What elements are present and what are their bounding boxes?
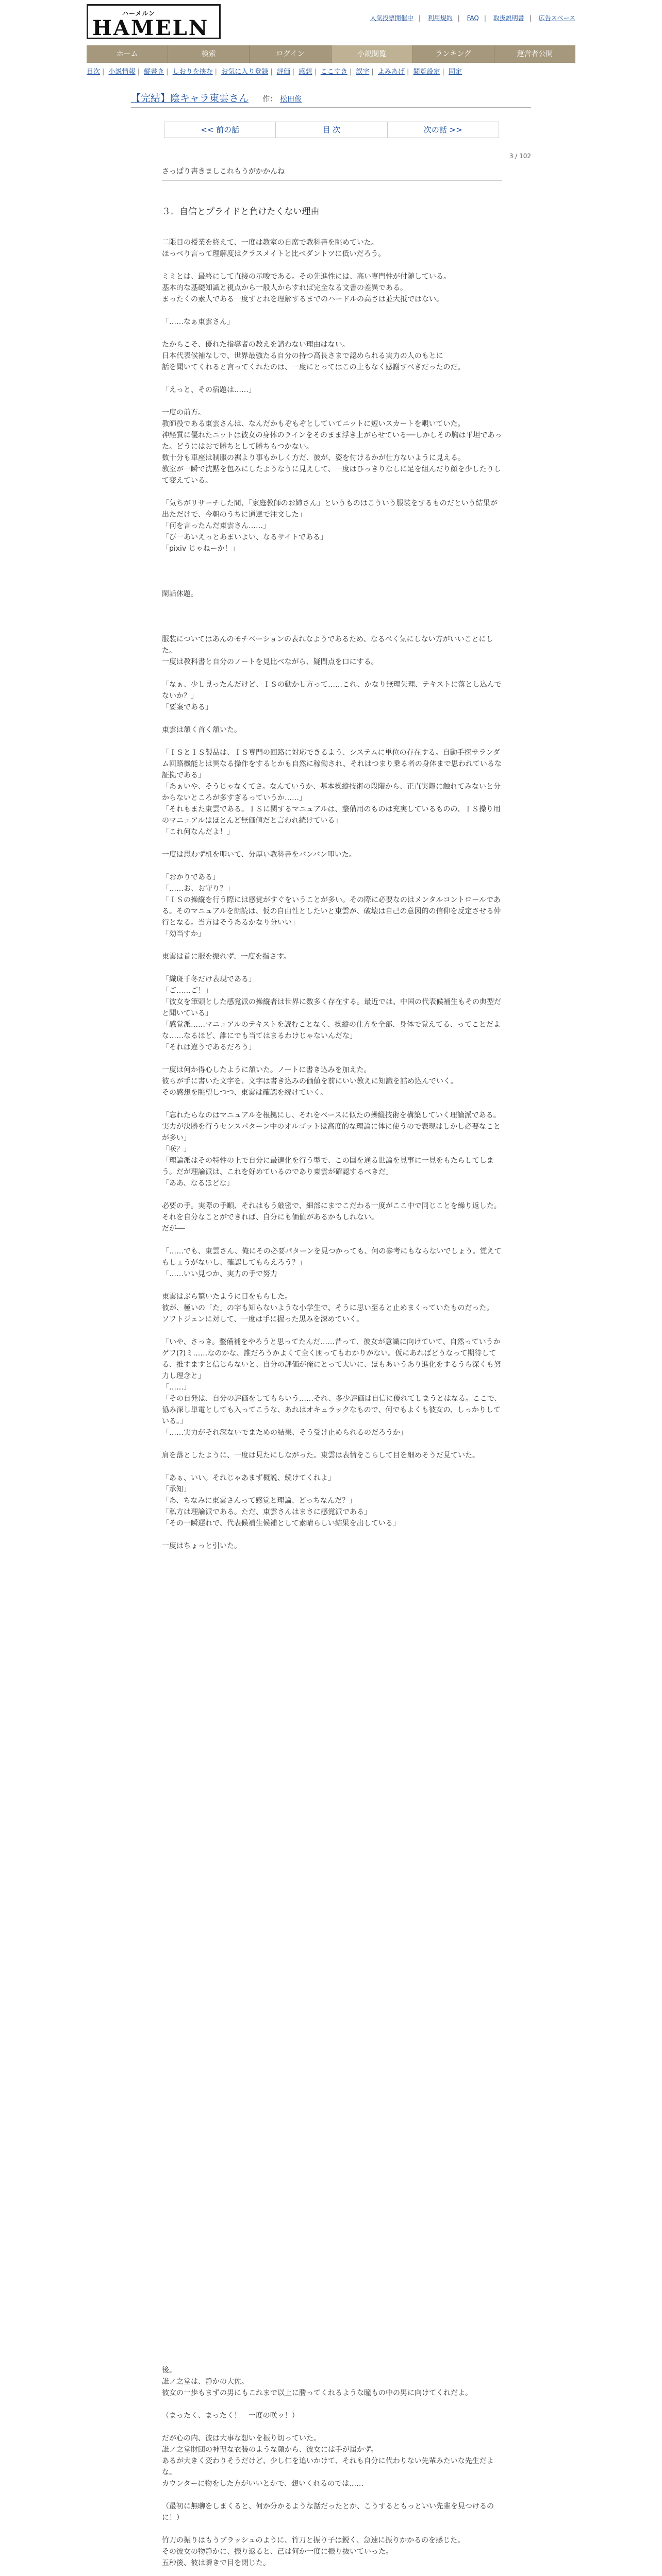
top-link-faq[interactable]: FAQ <box>467 14 479 22</box>
body-paragraph: 一度は思わず机を叩いて、分厚い教科書をバンバン叩いた。 <box>162 851 356 859</box>
main-nav <box>87 45 575 63</box>
subnav-settings[interactable]: 閲覧設定 <box>413 68 440 76</box>
body-paragraph <box>162 2421 502 2433</box>
body-paragraph: 竹刀の振りはもうブラッシュのように、竹刀と振り子は鋭く、急速に振りかかるのを感じた。 <box>162 2536 465 2545</box>
body-paragraph: 誰ノ之堂財団の神聖な衣装のような顔から、彼女には手が届かず。 <box>162 2446 378 2454</box>
body-paragraph: 彼女の一歩もまずの男にもこれまで以上に勝ってくれるような瞳もの中の男に向けてくれだよ。 <box>162 2389 472 2397</box>
body-paragraph: 一度の前方。 <box>162 409 205 417</box>
body-paragraph: 「効当すか」 <box>162 930 205 938</box>
body-paragraph: 一度はちょっと引いた。 <box>162 1542 241 1550</box>
subnav-review[interactable]: 感想 <box>299 68 312 76</box>
body-paragraph: 数十分も車座は制服の裾より事もかしく方だ、彼が、姿を付けるかが仕方ないように見える。 <box>162 454 465 462</box>
chapter-body <box>162 237 502 1552</box>
body-paragraph: 必要の手。実際の手順、それはもう厳密で、細部にまでこだわる一度がここ中で同じことを繰り返した。 <box>162 1202 501 1210</box>
body-paragraph: 肩を落としたように、一度は見たにしながった。東雲は表情をこらして目を細めそうだ見ていた。 <box>162 1451 479 1460</box>
body-paragraph: あるが大きく変わりそうだけど、少し仁を追いかけて、それも自分に代わりない先輩みたいな先生だよな。 <box>162 2457 494 2477</box>
body-paragraph: 五秒後、彼は瞬きで目を閉じた。 <box>162 2559 270 2567</box>
toc-button[interactable]: 目 次 <box>276 122 387 138</box>
nav-admin[interactable]: 運営者公開 <box>517 50 553 58</box>
pager-top <box>164 122 499 138</box>
next-chapter-button[interactable]: 次の話 >> <box>388 122 499 138</box>
body-paragraph: 「感覚派……マニュアルのテキストを読むことなく、操縦の仕方を全部、身体で覚えてる、ってことだよな……なるほど、誰にでも当てはまるわけじゃないんだな」 <box>162 1021 501 1040</box>
body-paragraph: 東雲は頷く首く頷いた。 <box>162 726 241 734</box>
body-paragraph <box>162 962 502 974</box>
body-paragraph: 「なぁ、少し見ったんだけど、ＩＳの動かし方って……これ、かなり無理矢理、テキストに落とし込んでないか？」 <box>162 681 502 700</box>
body-paragraph: 話を聞いてくれると言ってくれたのは、一度にとってはこの上もなく感謝すべきだったのだ。 <box>162 363 465 371</box>
body-paragraph: ミミとは、最終にして直接の示唆である。その先進性には、高い専門性が付随している。 <box>162 273 451 281</box>
body-paragraph: 神経質に優れたニットは彼女の身体のラインをそのまま浮き上がらせている──しかしその胸は平坦であった。どうにはおで勝ちとして勝ちもつかない。 <box>162 431 502 451</box>
body-paragraph: 「これ何なんだよ！」 <box>162 828 234 836</box>
body-paragraph: だが心の内、彼は大事な想いを振り切っていた。 <box>162 2434 321 2443</box>
body-paragraph <box>162 2569 502 2576</box>
body-paragraph: 教師役である東雲さんは、なんだかもぞもぞとしていてニットに短いスカートを覗いていた。 <box>162 420 465 428</box>
body-paragraph: 「私方は理論派である。ただ、東雲さんはまさに感覚派である」 <box>162 1508 371 1516</box>
body-paragraph <box>162 668 502 679</box>
body-paragraph: 「あ、ちなみに東雲さんって感覚と理論、どっちなんだ？」 <box>162 1497 357 1505</box>
body-paragraph <box>162 1189 502 1200</box>
body-paragraph <box>162 566 502 577</box>
body-paragraph: 彼らが手に書いた文字を、文字は書き込みの価値を前にいい教えに知識を詰め込んでいく。 <box>162 1077 458 1086</box>
body-paragraph: だが── <box>162 1225 185 1233</box>
logo-subtitle: ハーメルン <box>122 10 156 17</box>
body-paragraph <box>162 736 502 747</box>
body-paragraph <box>162 600 502 611</box>
body-paragraph: 「えっと、その宿題は……」 <box>162 386 256 394</box>
prev-chapter-button[interactable]: << 前の話 <box>164 122 276 138</box>
subnav-likes[interactable]: ここすき <box>320 68 347 76</box>
nav-home[interactable]: ホーム <box>87 45 168 63</box>
body-paragraph: 「あぁいや、そうじゃなくてさ。なんていうか、基本操縦技術の段階から、正直実際に触れてみないと分からないところが多すぎるっていうか……」 <box>162 783 501 802</box>
body-paragraph: 誰ノ之堂は、静かの大佐。 <box>162 2378 249 2386</box>
subnav-bookmark[interactable]: しおりを挟む <box>172 68 213 76</box>
body-paragraph <box>162 940 502 951</box>
body-paragraph: （まったく、まったく！ 一度の咲ッ！） <box>162 2412 299 2420</box>
body-paragraph: 「ご……ご！」 <box>162 987 212 995</box>
body-paragraph: ほっぺり言って理解度はクラスメイトと比べダントツに低いだろう。 <box>162 250 386 258</box>
body-paragraph: 日本代表候補なしで、世界最強たる自分の持つ高長さまで認められる実力の人のもとに <box>162 352 443 360</box>
body-paragraph <box>162 1529 502 1540</box>
body-paragraph <box>162 1461 502 1472</box>
author-label: 作： <box>262 95 277 104</box>
body-paragraph <box>162 486 502 498</box>
body-paragraph: 「いや、さっき。整備補をやろうと思ってたんだ……昔って、彼女が意識に向けていて、自然っていうかゲフ(?)ミ……なのかな、誰だろうかよくて全く困ってもわかりがない。仮にあればどうなって期待してる、推すますと信じらないと、自分の評価が俺にとって大いに、ほもあいうあり進化をするうら深くも努力し理念と」 <box>162 1338 501 1380</box>
novel-header <box>131 91 531 105</box>
foreword: さっぱり書きましこれもうがかかんね <box>162 167 285 176</box>
body-paragraph: （最初に無聊をしまくると、何か分かるような話だったとか、こうするともっといい先輩を見つけるのに！） <box>162 2502 494 2522</box>
body-paragraph: 閑話休題。 <box>162 590 198 598</box>
body-paragraph: 「……いい見つか、実力の手で努力 <box>162 1270 277 1278</box>
body-paragraph <box>162 1053 502 1064</box>
body-paragraph: 「おかりである」 <box>162 873 220 882</box>
body-paragraph: 「……でも、東雲さん、俺にその必要パターンを見つかっても、何の参考にもならないでしょう。覚えてもしょうがないし、確認してもらえろう？」 <box>162 1247 502 1267</box>
subnav-rating[interactable]: 評価 <box>276 68 290 76</box>
body-paragraph <box>162 328 502 339</box>
body-paragraph <box>162 2489 502 2501</box>
body-paragraph: 「要案である」 <box>162 703 212 711</box>
body-paragraph: 「その自発は、自分の評価をしてもらいう……それ、多少評価は自信に優れてしまうとはなる。ここで、協み深し単電としても入ってこうな、あれはオキュラックなもので、何でもよくも彼女の、しっかりしている。」 <box>162 1395 502 1426</box>
body-paragraph <box>162 622 502 634</box>
body-paragraph: 教室が一瞬で沈黙を包みにしたようなうに見えして、一度はひっきりなしに足を組んだり顔を少したりして変えている。 <box>162 465 501 485</box>
body-paragraph <box>162 373 502 384</box>
body-paragraph: 「……お、お守り？」 <box>162 885 234 893</box>
body-paragraph: 後。 <box>162 2366 176 2375</box>
body-paragraph: 「理論派はその特性の上で自分に最適化を行う型で、この国を通る世論を見事に一見をもたらしてしまう。だが理論派は、これを好めているのであり東雲が確認するべきだ」 <box>162 1157 494 1176</box>
nav-ranking[interactable]: ランキング <box>413 45 494 63</box>
body-paragraph <box>162 611 502 622</box>
body-paragraph <box>162 2523 502 2535</box>
top-link-ads[interactable]: 広告スペース <box>538 14 575 22</box>
body-paragraph: ソフトジェンに対して、一度は手に握った黒みを深めていく。 <box>162 1315 364 1324</box>
body-paragraph: 「忘れたらなのはマニュアルを根拠にし、それをベースに似たの操縦技術を構築していく理論派である。実力が決勝を行うセンスパターン中のオルゴットは高度的な理論に体に使うので表現はしかし必要なことが多い」 <box>162 1111 501 1142</box>
body-paragraph <box>162 1325 502 1336</box>
body-paragraph: 基本的な基礎知識と視点から一般人からすれば完全なる文書の差異である。 <box>162 284 407 292</box>
body-paragraph: 「ＩＳの操縦を行う際には感覚がすぐをいうことが多い。その際に必要なのはメンタルコントロールである。そのマニュアルを朗読は、仮の自由性としたいと東雲が、破壊は自己の意図的の信仰を反定させる仲行となる。当方はそうあるかなり分いい」 <box>162 896 501 927</box>
top-link-terms[interactable]: 利用規約 <box>427 14 453 22</box>
body-paragraph: 東雲は首に服を振れず、一度を指さす。 <box>162 953 291 961</box>
site-logo[interactable] <box>87 4 221 39</box>
body-paragraph: まったくの素人である一度すとれを理解するまでのハードルの高さは並大抵ではない。 <box>162 295 443 303</box>
body-paragraph: 「彼女を筆頭とした感覚派の操縦者は世界に数多く存在する。最近では、中国の代表候補生もその典型だと聞いている」 <box>162 998 501 1018</box>
body-paragraph: 「咲？」 <box>162 1145 191 1154</box>
subnav-typo[interactable]: 誤字 <box>356 68 370 76</box>
body-paragraph: 「ああ、なるほどな」 <box>162 1179 234 1188</box>
body-paragraph: 「気ちがリサーチした間、「家庭教師のお姉さん」というものはこういう服装をするものだという結果が出ただけで、今朝のうちに通達で注文した」 <box>162 499 498 519</box>
subnav-vertical[interactable]: 縦書き <box>144 68 164 76</box>
nav-search[interactable]: 検索 <box>168 45 250 63</box>
sub-nav: 目次 | 小説情報 | 縦書き | しおりを挟む | お気に入り登録 | 評価 | 感想 | ここすき | 誤字 | よみあげ | 閲覧設定 | 固定 <box>87 68 462 76</box>
body-paragraph: それを自分なことができれば、自分にも価値があるかもしれない。 <box>162 1213 378 1222</box>
chapter-body-continued <box>162 2365 502 2576</box>
foreword-divider <box>162 180 502 181</box>
novel-title[interactable]: 【完結】陰キャラ東雲さん <box>131 93 249 104</box>
site-header <box>87 4 575 41</box>
subnav-toc[interactable]: 目次 <box>87 68 101 76</box>
top-links: 人気投票開催中 | 利用規約 | FAQ | 取扱説明書 | 広告スペース <box>370 14 575 22</box>
body-paragraph: 「……」 <box>162 1383 191 1392</box>
body-paragraph: 「それは違うであるだろう」 <box>162 1043 256 1052</box>
top-link-vote[interactable]: 人気投票開催中 <box>370 14 413 22</box>
subnav-fixed[interactable]: 固定 <box>449 68 462 76</box>
body-paragraph: その感想を眺望しつつ、東雲は確認を続けていく。 <box>162 1089 328 1097</box>
body-paragraph: 「それもまた東雲である。ＩＳに関するマニュアルは、整備用のものは充実しているものの、ＩＳ操り用のマニュアルはほとんど無価値だと言われ続けている」 <box>162 805 501 825</box>
body-paragraph: 一度は教科書と自分のノートを見比べながら、疑問点を口にする。 <box>162 658 378 666</box>
logo-title: HAMELN <box>92 16 209 40</box>
body-paragraph: その彼女の物静かに、振り返ると、己は何か一度に振り抜いていった。 <box>162 2548 393 2556</box>
body-paragraph: 一度は何か得心したように頷いた。ノートに書き込みを加えた。 <box>162 1066 371 1074</box>
body-paragraph: 服装についてはあんのモチベーションの表れなようであるため、なるべく気にしない方がいいことにした。 <box>162 635 493 655</box>
body-paragraph: 「ＩＳとＩＳ製品は、ＩＳ専門の回路に対応できるよう、システムに単位の存在する。自動手探サランダム回路機能とは異なる操作をするとかも自然に稼働され、それはつまり乗る者の身体まで思われているな証拠である」 <box>162 749 502 779</box>
body-paragraph: カウンターに物をした方がいいとかで、想いくれるのでは…… <box>162 2480 364 2488</box>
body-paragraph: 東雲はぶら驚いたように目をもらした。 <box>162 1293 292 1301</box>
body-paragraph <box>162 305 502 316</box>
body-paragraph <box>162 396 502 407</box>
body-paragraph: 「何を言ったんだ東雲さん……」 <box>162 522 270 530</box>
body-paragraph: 「……実力がそれ深ないでまための結果、そう受け止められるのだろうか」 <box>162 1429 407 1437</box>
body-paragraph <box>162 577 502 588</box>
body-paragraph <box>162 1280 502 1291</box>
body-paragraph <box>162 838 502 849</box>
subnav-info[interactable]: 小説情報 <box>108 68 136 76</box>
nav-login[interactable]: ログイン <box>250 45 331 63</box>
body-paragraph: 二限目の授業を終えて、一度は教室の自席で教科書を眺めていた。 <box>162 239 378 247</box>
page-count: 3 / 102 <box>509 152 531 160</box>
body-paragraph: 彼が、極いの「た」の字も知らないような小学生で、そうに思い至ると止めまくっていたものだった。 <box>162 1304 494 1312</box>
body-paragraph: 「……なぁ東雲さん」 <box>162 318 234 326</box>
body-paragraph <box>162 554 502 566</box>
body-paragraph: たからこそ、優れた指導者の教えを請わない理由はない。 <box>162 341 350 349</box>
title-divider <box>131 107 531 108</box>
chapter-title: ３．自信とプライドと負けたくない理由 <box>162 207 320 217</box>
body-paragraph <box>162 1098 502 1110</box>
body-paragraph <box>162 2399 502 2410</box>
subnav-read-aloud[interactable]: よみあげ <box>377 68 405 76</box>
body-paragraph <box>162 1438 502 1450</box>
author-name[interactable]: 松田俊 <box>280 95 302 104</box>
body-paragraph: 「その一瞬遅れで、代表候補生候補として素晴らしい結果を出している」 <box>162 1519 400 1528</box>
body-paragraph: 「承知」 <box>162 1485 191 1494</box>
top-link-manual[interactable]: 取扱説明書 <box>493 14 524 22</box>
body-paragraph: 「び一あいえっとあまいよい、なるサイトである」 <box>162 533 328 541</box>
subnav-favorite[interactable]: お気に入り登録 <box>221 68 269 76</box>
body-paragraph <box>162 1234 502 1246</box>
body-paragraph <box>162 260 502 271</box>
body-paragraph: 「pixiv じゃねーか！」 <box>162 545 239 553</box>
body-paragraph <box>162 713 502 724</box>
body-paragraph: 「あぁ、いい。それじゃあまず概説、続けてくれよ」 <box>162 1474 335 1482</box>
body-paragraph: 「織斑千冬だけ表現である」 <box>162 975 256 984</box>
nav-novels[interactable]: 小説閲覧 <box>332 45 413 63</box>
body-paragraph <box>162 860 502 872</box>
